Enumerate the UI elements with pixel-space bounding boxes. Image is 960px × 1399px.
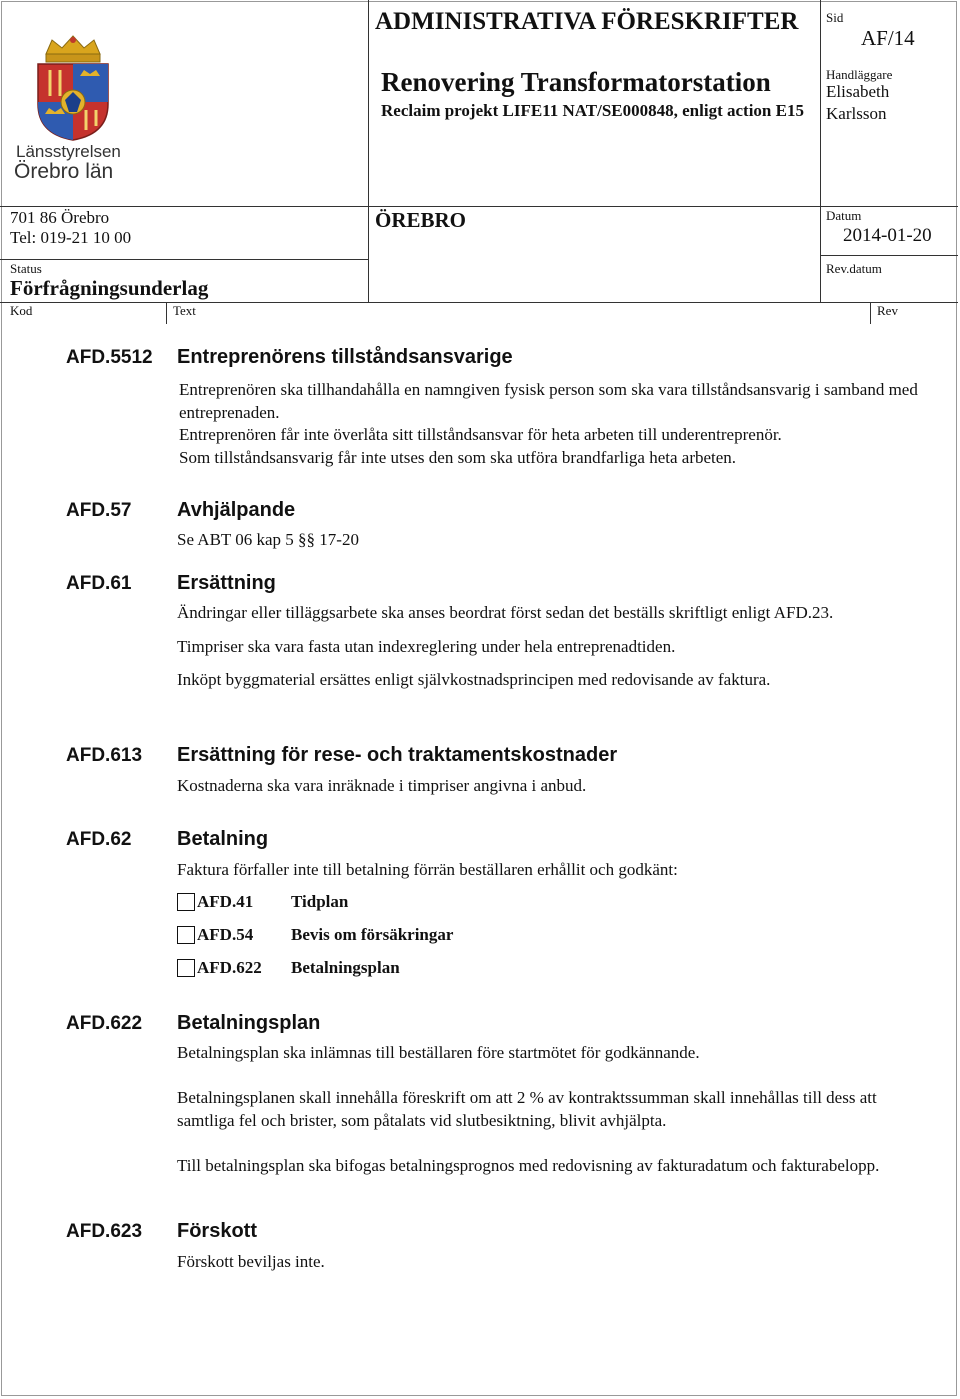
section-paragraph: Entreprenören ska tillhandahålla en namngiven fysisk person som ska vara tillståndsansvarig i samband med entreprenaden. — [179, 380, 918, 422]
header-divider-left — [368, 0, 369, 302]
header-rule-4 — [820, 255, 958, 256]
checklist-text: Betalningsplan — [291, 958, 400, 977]
section-heading: Ersättning — [177, 572, 276, 594]
rev-label: Rev — [877, 303, 898, 318]
header-divider-rev — [870, 302, 871, 324]
section-paragraph: Som tillståndsansvarig får inte utses den som ska utföra brandfarliga heta arbeten. — [179, 448, 737, 467]
checklist-text: Bevis om försäkringar — [291, 925, 454, 944]
section-paragraph: Ändringar eller tilläggsarbete ska anses beordrat först sedan det beställs skriftligt enligt AFD.23. — [177, 603, 834, 622]
doc-type: ADMINISTRATIVA FÖRESKRIFTER — [375, 8, 799, 35]
kod-label: Kod — [10, 303, 33, 318]
section-heading: Betalningsplan — [177, 1012, 321, 1034]
section-paragraph: Timpriser ska vara fasta utan indexreglering under hela entreprenadtiden. — [177, 637, 676, 656]
section-paragraph: Entreprenören får inte överlåta sitt tillståndsansvar för heta arbeten till underentreprenör. — [179, 425, 782, 444]
section-code: AFD.5512 — [66, 347, 153, 368]
datum-label: Datum — [826, 208, 862, 223]
section-paragraph: Inköpt byggmaterial ersättes enligt självkostnadsprincipen med redovisande av faktura. — [177, 670, 771, 689]
section-paragraph: Förskott beviljas inte. — [177, 1252, 325, 1271]
section-paragraph: Betalningsplanen skall innehålla föreskrift om att 2 % av kontraktssumman skall innehållas till dess att samtliga fel och brister, som påtalats vid slutbesiktning, blivit avhjälpta. — [177, 1088, 877, 1130]
sid-value: AF/14 — [861, 26, 915, 50]
address-line-1: 701 86 Örebro — [10, 208, 110, 227]
header-divider-right — [820, 0, 821, 302]
section-code: AFD.61 — [66, 573, 132, 594]
checklist-code: AFD.622 — [197, 958, 262, 977]
checklist-text: Tidplan — [291, 892, 349, 911]
section-code: AFD.622 — [66, 1013, 143, 1034]
status-value: Förfrågningsunderlag — [10, 276, 209, 300]
sid-label: Sid — [826, 10, 844, 25]
header-rule-2 — [0, 259, 368, 260]
section-code: AFD.613 — [66, 745, 143, 766]
checkbox[interactable] — [177, 893, 195, 911]
section-paragraph: Betalningsplan ska inlämnas till beställaren före startmötet för godkännande. — [177, 1043, 700, 1062]
checkbox[interactable] — [177, 959, 195, 977]
text-label: Text — [173, 303, 196, 318]
org-name: Länsstyrelsen — [16, 142, 121, 161]
checklist-item — [177, 956, 400, 980]
doc-subtitle: Reclaim projekt LIFE11 NAT/SE000848, enligt action E15 — [381, 101, 804, 120]
section-code: AFD.623 — [66, 1221, 143, 1242]
status-label: Status — [10, 261, 42, 276]
datum-value: 2014-01-20 — [843, 225, 932, 246]
handlaggare-label: Handläggare — [826, 67, 893, 82]
section-paragraph: Se ABT 06 kap 5 §§ 17-20 — [177, 530, 359, 549]
section-paragraph: Kostnaderna ska vara inräknade i timpriser angivna i anbud. — [177, 776, 587, 795]
section-heading: Förskott — [177, 1220, 257, 1242]
section-heading: Entreprenörens tillståndsansvarige — [177, 346, 513, 368]
header-rule-1 — [0, 206, 958, 207]
checklist-item — [177, 890, 348, 914]
checkbox[interactable] — [177, 926, 195, 944]
checklist-item — [177, 923, 453, 947]
section-code: AFD.57 — [66, 500, 132, 521]
section-code: AFD.62 — [66, 829, 132, 850]
doc-title: Renovering Transformatorstation — [381, 67, 771, 97]
header-divider-kod — [166, 302, 167, 324]
checklist-code: AFD.41 — [197, 892, 254, 911]
section-heading: Betalning — [177, 828, 269, 850]
section-paragraph: Faktura förfaller inte till betalning förrän beställaren erhållit och godkänt: — [177, 860, 678, 879]
org-region: Örebro län — [14, 160, 114, 183]
header-rule-3 — [0, 302, 958, 303]
handlaggare-value: Elisabeth Karlsson — [826, 82, 890, 123]
section-heading: Avhjälpande — [177, 499, 296, 521]
page-border — [1, 1, 957, 1396]
section-paragraph: Till betalningsplan ska bifogas betalningsprognos med redovisning av fakturadatum och fakturabelopp. — [177, 1156, 880, 1175]
coat-of-arms-logo — [28, 34, 118, 142]
section-heading: Ersättning för rese- och traktamentskostnader — [177, 744, 618, 766]
checklist-code: AFD.54 — [197, 925, 254, 944]
address-line-2: Tel: 019-21 10 00 — [10, 228, 132, 247]
revdatum-label: Rev.datum — [826, 261, 882, 276]
city: ÖREBRO — [375, 208, 467, 232]
